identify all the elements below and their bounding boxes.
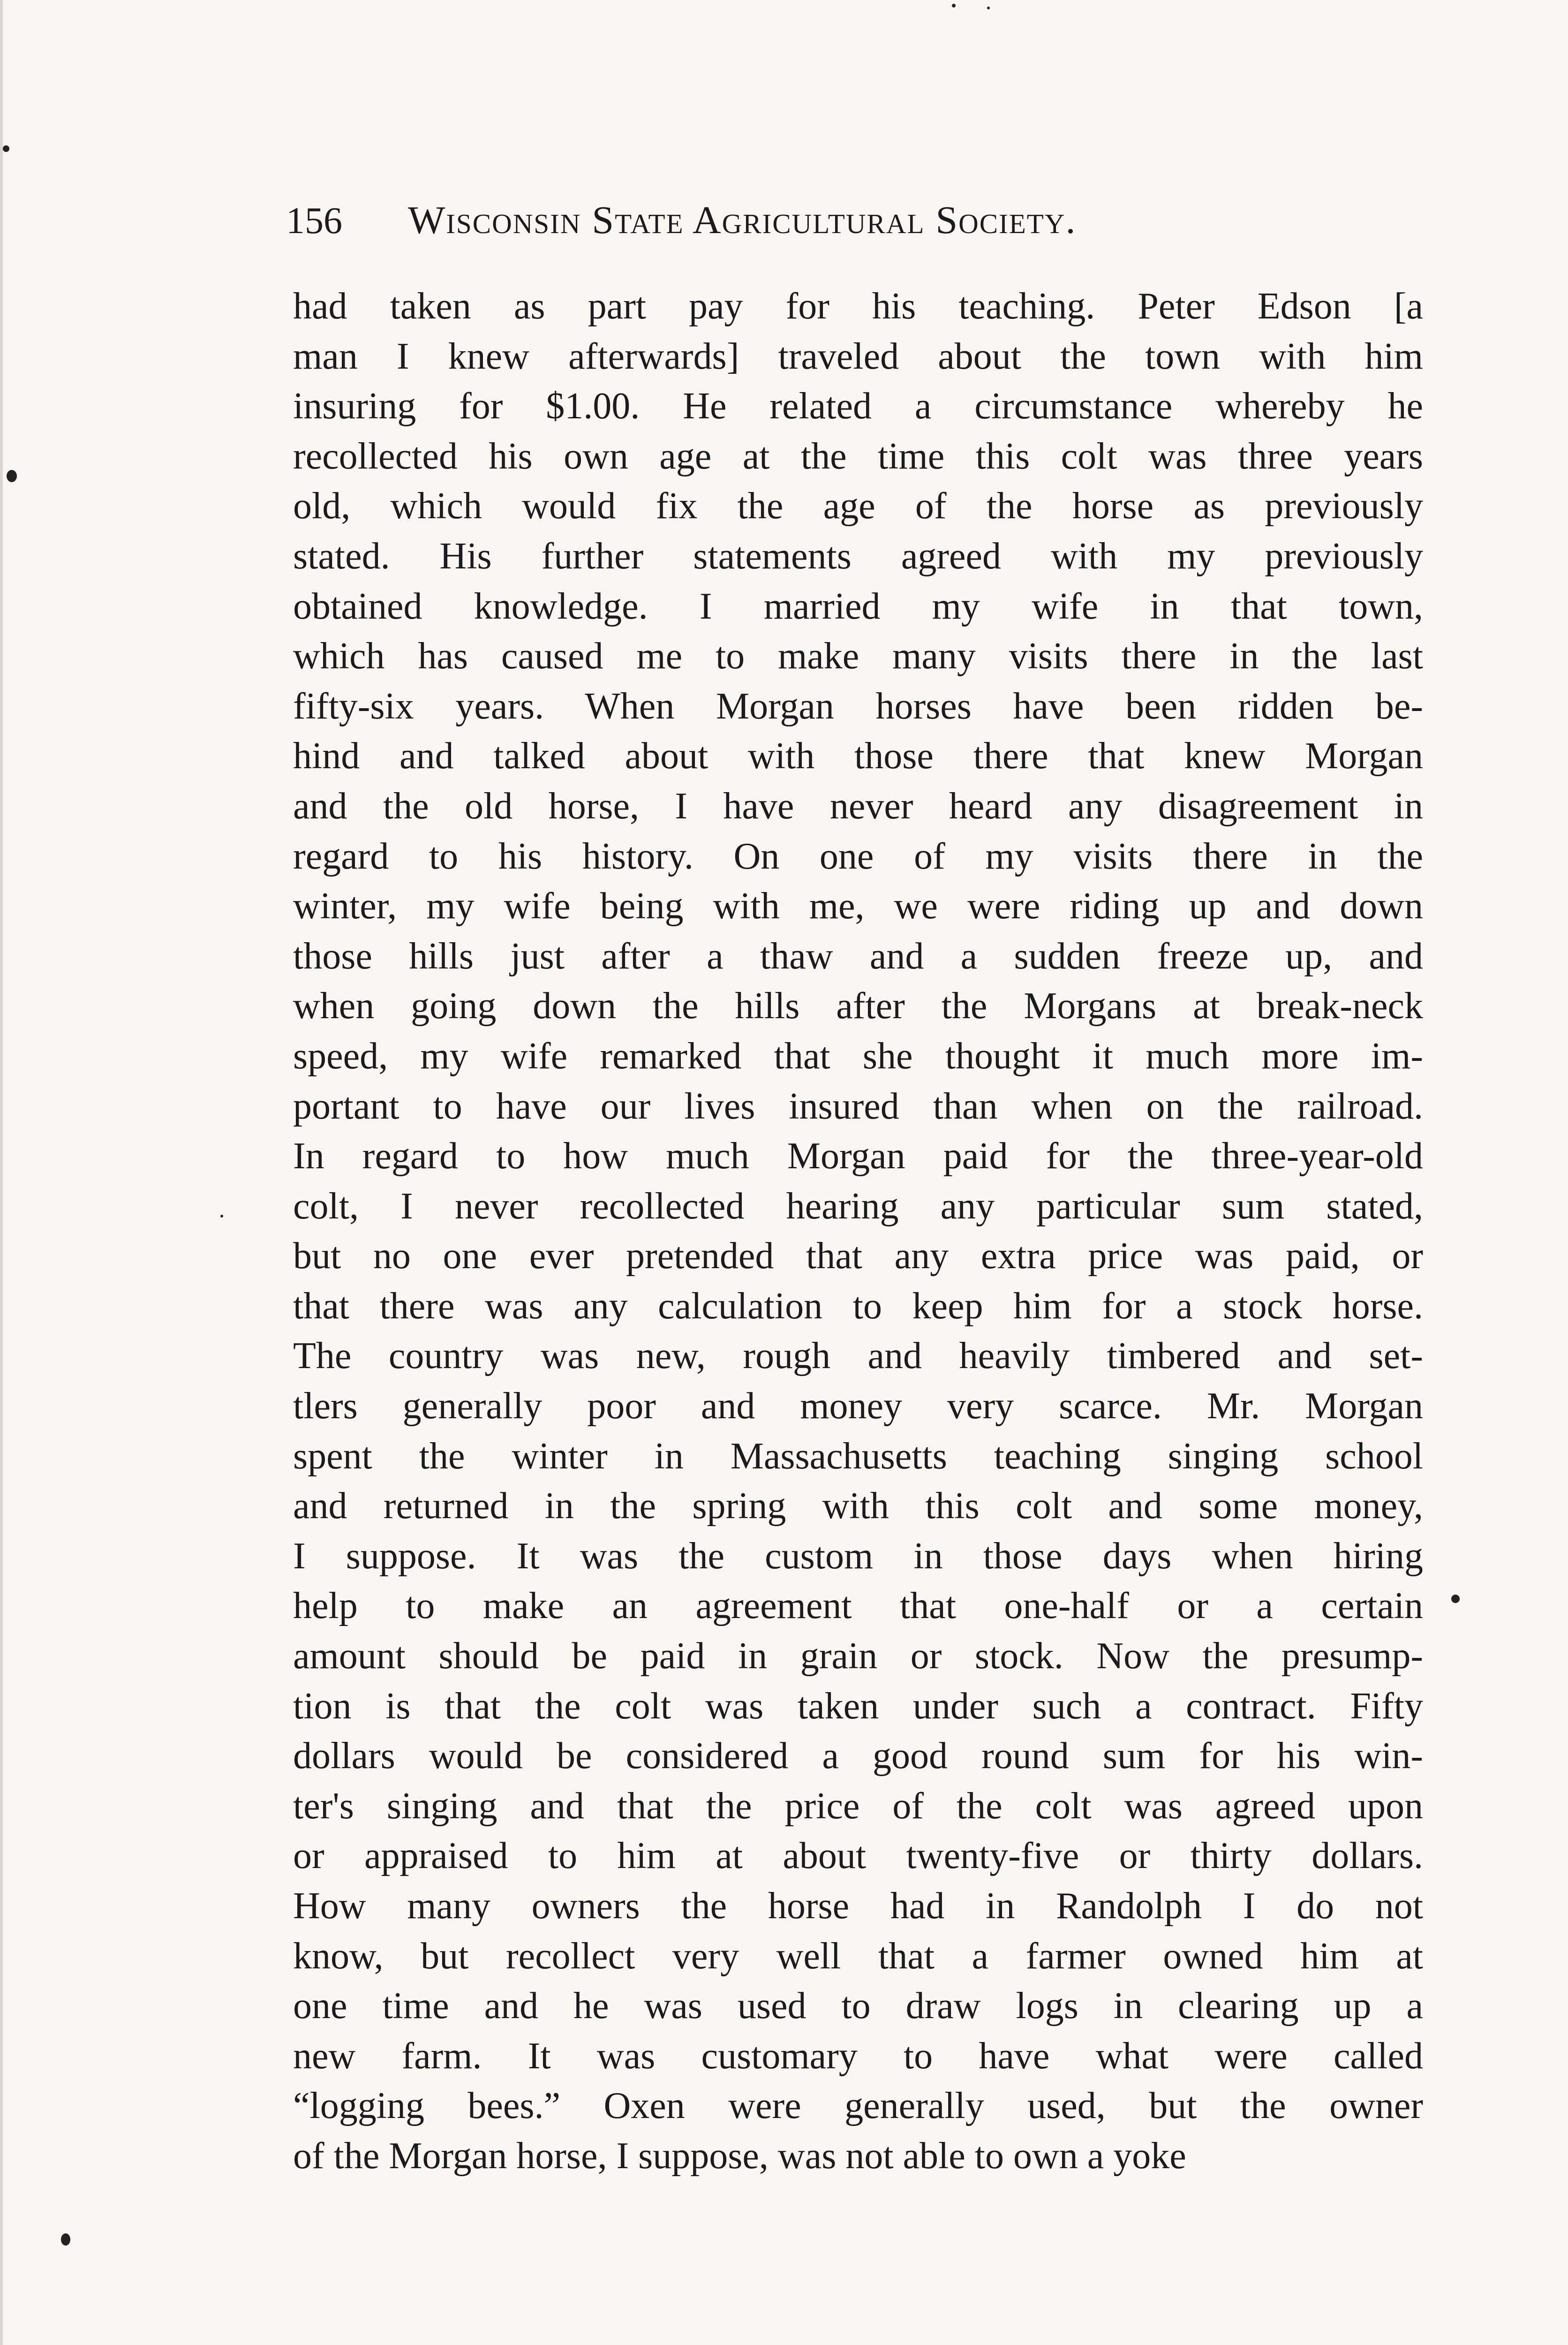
text-line: dollars would be considered a good round sum for his win- — [293, 1735, 1423, 1777]
text-line: know, but recollect very well that a farmer owned him at — [293, 1935, 1423, 1977]
text-line: regard to his history. On one of my visits there in the — [293, 835, 1423, 877]
text-line: man I knew afterwards] traveled about the town with him — [293, 335, 1423, 377]
text-line: spent the winter in Massachusetts teaching singing school — [293, 1435, 1423, 1477]
text-line: ter's singing and that the price of the colt was agreed upon — [293, 1785, 1423, 1827]
text-line: winter, my wife being with me, we were riding up and down — [293, 885, 1423, 927]
text-line: “logging bees.” Oxen were generally used, but the owner — [293, 2085, 1423, 2127]
scan-speck — [7, 470, 17, 482]
text-line: obtained knowledge. I married my wife in that town, — [293, 585, 1423, 627]
scan-speck — [1451, 1595, 1460, 1603]
text-line: The country was new, rough and heavily timbered and set- — [293, 1335, 1423, 1377]
scan-speck — [61, 2233, 70, 2246]
journal-title: Wisconsin State Agricultural Society. — [408, 198, 1077, 242]
text-line: new farm. It was customary to have what were called — [293, 2035, 1423, 2077]
text-line: and the old horse, I have never heard any disagreement in — [293, 785, 1423, 827]
scan-speck — [3, 145, 9, 152]
text-line: How many owners the horse had in Randolph I do not — [293, 1885, 1423, 1927]
text-line: speed, my wife remarked that she thought it much more im- — [293, 1035, 1423, 1077]
running-head — [286, 195, 1421, 246]
text-line: amount should be paid in grain or stock. Now the presump- — [293, 1635, 1423, 1677]
text-line: but no one ever pretended that any extra price was paid, or — [293, 1235, 1423, 1277]
text-line: help to make an agreement that one-half or a certain — [293, 1585, 1423, 1627]
page-edge-shadow — [0, 0, 3, 2345]
text-line: tlers generally poor and money very scarce. Mr. Morgan — [293, 1385, 1423, 1427]
text-line: had taken as part pay for his teaching. Peter Edson [a — [293, 286, 1423, 327]
text-line: old, which would fix the age of the horse as previously — [293, 485, 1423, 527]
text-line: tion is that the colt was taken under such a contract. Fifty — [293, 1685, 1423, 1727]
page-number: 156 — [286, 200, 342, 242]
text-line: recollected his own age at the time this colt was three years — [293, 435, 1423, 477]
text-line: of the Morgan horse, I suppose, was not able to own a yoke — [293, 2135, 1186, 2177]
text-line: or appraised to him at about twenty-five or thirty dollars. — [293, 1835, 1423, 1877]
text-line: and returned in the spring with this colt and some money, — [293, 1485, 1423, 1527]
text-line: colt, I never recollected hearing any particular sum stated, — [293, 1185, 1423, 1227]
body-text — [293, 281, 1423, 2181]
text-line: I suppose. It was the custom in those days when hiring — [293, 1535, 1423, 1577]
scan-speck — [220, 1215, 223, 1218]
text-line: one time and he was used to draw logs in clearing up a — [293, 1985, 1423, 2027]
scan-speck — [952, 4, 956, 8]
scan-speck — [987, 7, 990, 9]
text-line: which has caused me to make many visits there in the last — [293, 635, 1423, 677]
text-line: hind and talked about with those there that knew Morgan — [293, 735, 1423, 777]
text-line: stated. His further statements agreed with my previously — [293, 535, 1423, 577]
text-line: portant to have our lives insured than when on the railroad. — [293, 1085, 1423, 1127]
text-line: insuring for $1.00. He related a circumstance whereby he — [293, 386, 1423, 427]
text-line: those hills just after a thaw and a sudden freeze up, and — [293, 935, 1423, 977]
text-line: that there was any calculation to keep him for a stock horse. — [293, 1285, 1423, 1327]
text-line: fifty-six years. When Morgan horses have been ridden be- — [293, 685, 1423, 727]
text-line: In regard to how much Morgan paid for the three-year-old — [293, 1135, 1423, 1177]
text-line: when going down the hills after the Morgans at break-neck — [293, 985, 1423, 1027]
